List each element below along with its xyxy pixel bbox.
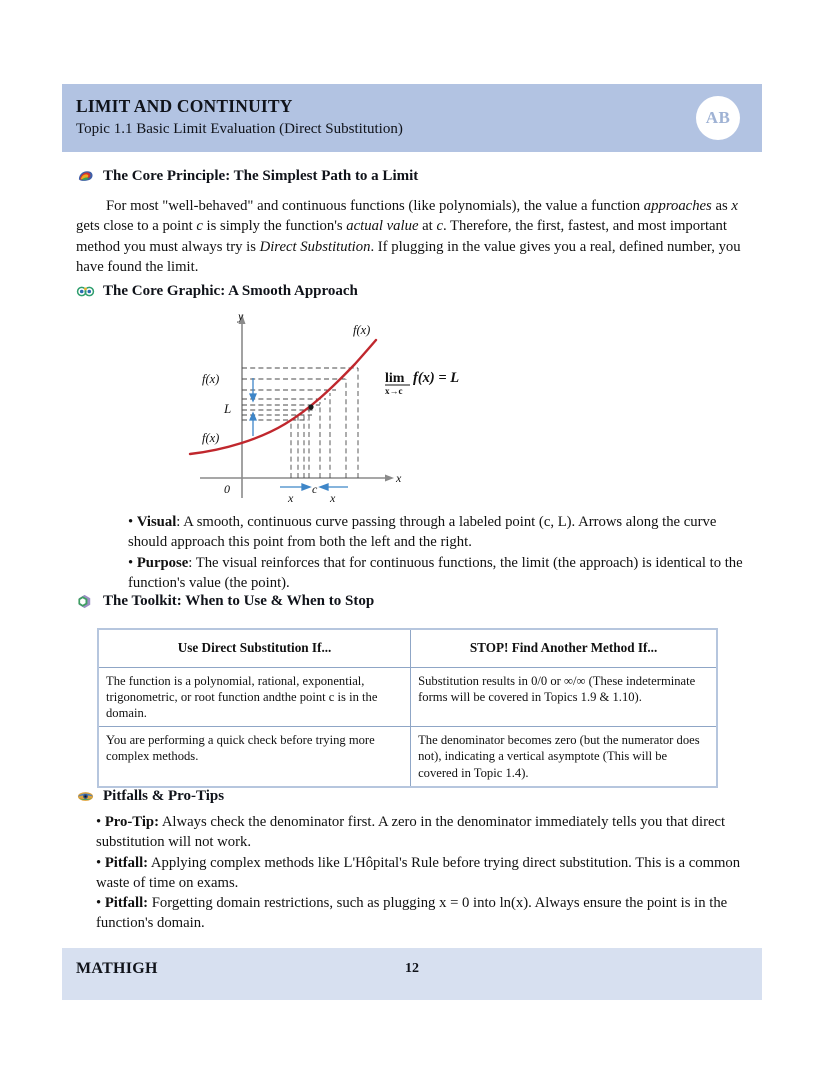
graph-horizontal-guides (242, 368, 358, 420)
graph-vertical-guides (291, 368, 358, 478)
hexagon-icon (76, 593, 95, 610)
lower-fx-label: f(x) (202, 431, 220, 445)
footer-page-number: 12 (405, 961, 419, 976)
bullet-purpose-text: : The visual reinforces that for continuous functions, the limit (the approach) is identical to the function's value (the point). (128, 554, 743, 591)
bullet-protip-text: Always check the denominator first. A zero in the denominator immediately tells you that direct substitution will not work. (96, 814, 726, 851)
table-header-stop: STOP! Find Another Method If... (411, 629, 717, 668)
header-text-group (76, 96, 403, 139)
para-part-1: approaches (643, 198, 712, 214)
right-x-label: x (330, 491, 336, 505)
upper-fx-label: f(x) (202, 372, 220, 386)
table-head (98, 629, 717, 668)
table-cell-use-1: The function is a polynomial, rational, exponential, trigonometric, or root function andthe point c is in the domain. (98, 668, 411, 727)
table-header-row (98, 629, 717, 668)
limit-graph-svg (180, 306, 490, 506)
section-title-text: The Toolkit: When to Use & When to Stop (103, 593, 375, 609)
table-row (98, 727, 717, 787)
pitfalls-bullets (96, 812, 752, 934)
bullet-protip: • Pro-Tip: Always check the denominator first. A zero in the denominator immediately tells you that direct substitution will not work. (96, 814, 726, 851)
bullet-pitfall-1-text: Applying complex methods like L'Hôpital's Rule before trying direct substitution. This is a common waste of time on exams. (96, 854, 741, 891)
section-heading-core-graphic (76, 283, 358, 300)
para-part-0: For most "well-behaved" and continuous functions (like polynomials), the value a function (106, 198, 644, 214)
core-principle-paragraph (76, 196, 752, 277)
table-row (98, 668, 717, 727)
bullet-pitfall-2-label: Pitfall: (104, 895, 149, 912)
limit-expression (385, 370, 459, 396)
origin-label: 0 (224, 482, 230, 496)
left-x-label: x (288, 491, 294, 505)
bullet-pitfall-2: • Pitfall: Forgetting domain restrictions, such as plugging x = 0 into ln(x). Always ensure the point is in the function's domain. (96, 895, 728, 932)
bullet-visual-text: : A smooth, continuous curve passing through a labeled point (c, L). Arrows along the curve should approach this point from both the left and the right. (128, 514, 717, 551)
bullet-purpose: • Purpose: The visual reinforces that for continuous functions, the limit (the approach) is identical to the function's value (the point). (128, 554, 743, 591)
limit-expression-sub: x→c (385, 386, 403, 396)
page-header-band (62, 84, 762, 152)
page-footer-band (62, 948, 762, 1000)
para-part-9: c (436, 218, 443, 235)
toolkit-table (97, 628, 718, 788)
ab-badge: AB (696, 96, 740, 140)
bullet-protip-label: Pro-Tip: (104, 814, 159, 830)
table-cell-stop-2: The denominator becomes zero (but the numerator does not), indicating a vertical asymptote (This will be covered in Topic 1.4). (411, 727, 717, 787)
y-axis-label: y (238, 309, 244, 323)
table-header-use: Use Direct Substitution If... (98, 629, 411, 668)
page-subtitle: Topic 1.1 Basic Limit Evaluation (Direct Substitution) (76, 121, 403, 138)
limit-graph-figure (180, 306, 490, 506)
eye-icon (76, 788, 95, 805)
rings-icon (76, 283, 95, 300)
para-part-7: actual value (346, 218, 419, 235)
para-part-11: Direct Substitution (259, 238, 371, 255)
bullet-visual: • Visual: A smooth, continuous curve passing through a labeled point (c, L). Arrows along the curve should approach this point from both the left and the right. (128, 514, 717, 551)
para-part-8: at (418, 218, 437, 235)
section-heading-pitfalls (76, 788, 224, 805)
section-heading-toolkit (76, 593, 374, 610)
table-cell-use-2: You are performing a quick check before trying more complex methods. (98, 727, 411, 787)
para-part-4: gets close to a point (76, 218, 197, 235)
para-part-5: c (196, 218, 203, 235)
para-part-2: as (711, 198, 732, 214)
limit-point-marker (308, 404, 313, 409)
bullet-pitfall-1-label: Pitfall: (104, 854, 149, 871)
bullet-visual-label: Visual (136, 514, 177, 530)
para-part-3: x (731, 198, 738, 214)
limit-value-label: L (224, 401, 232, 416)
page-title: LIMIT AND CONTINUITY (76, 96, 293, 117)
limit-expression-lim: lim (385, 371, 405, 386)
section-heading-core-principle (76, 168, 418, 185)
swirl-icon (76, 168, 95, 185)
bullet-pitfall-2-text: Forgetting domain restrictions, such as plugging x = 0 into ln(x). Always ensure the point is in the function's domain. (96, 895, 728, 932)
bullet-purpose-label: Purpose (136, 554, 189, 571)
section-title-text: Pitfalls & Pro-Tips (103, 788, 225, 804)
core-graphic-bullets (128, 512, 752, 593)
section-title-text: The Core Principle: The Simplest Path to a Limit (103, 168, 419, 184)
section-title-text: The Core Graphic: A Smooth Approach (103, 283, 358, 299)
graph-y-approach-arrows (250, 378, 256, 436)
table-cell-stop-1: Substitution results in 0/0 or ∞/∞ (These indeterminate forms will be covered in Topics 1.9 & 1.10). (411, 668, 717, 727)
para-part-12: . If plugging in the value gives you a real, defined number, you have found the limit. (76, 238, 741, 275)
para-part-6: is simply the function's (202, 218, 347, 235)
footer-brand: MATHIGH (76, 960, 158, 977)
curve-label: f(x) (353, 323, 371, 337)
bullet-pitfall-1: • Pitfall: Applying complex methods like L'Hôpital's Rule before trying direct substitution. This is a common waste of time on exams. (96, 854, 741, 891)
point-c-label: c (312, 482, 318, 496)
limit-expression-rest: f(x) = L (413, 370, 460, 386)
x-axis-label: x (396, 471, 402, 485)
para-part-10: . Therefore, the first, fastest, and most important method you must always try is (76, 218, 727, 255)
table-body (98, 668, 717, 787)
